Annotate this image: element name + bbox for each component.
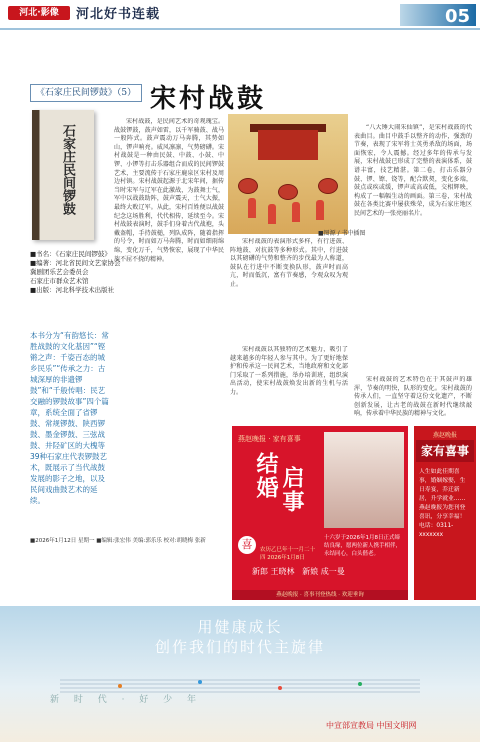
ad-logo: 燕赵晚报 · 家有喜事	[238, 435, 301, 443]
book-cover-image	[32, 110, 94, 240]
double-happiness-icon: 喜	[238, 536, 256, 554]
ad-bottom-bar: 燕赵晚报 · 喜事刊登热线 · 欢迎垂询	[232, 590, 408, 600]
book-info-line: ■书名：《石家庄民间锣鼓》	[30, 250, 111, 258]
section-title: 河北好书连载	[76, 7, 161, 22]
wedding-date: 农历乙巳年十一月二十四 2026年1月8日	[260, 547, 316, 561]
page-number-badge	[400, 4, 476, 26]
banner-left-text: 新 时 代 · 好 少 年	[50, 695, 203, 705]
ad-title-part2: 启事	[279, 466, 305, 514]
drummer-figure	[292, 202, 300, 222]
wedding-text: 十六岁于2026年1月8日正式缔结良缘，愿两位新人携手相伴，永结同心，白头偕老。	[324, 535, 402, 557]
book-info-line: 冀剧团乐艺会委员会	[30, 268, 89, 276]
couple-names	[252, 566, 345, 577]
good-news-ad	[414, 426, 476, 600]
ad-title-part1: 结婚	[253, 452, 279, 500]
bride-label: 新娘	[302, 567, 319, 576]
wedding-announcement-ad	[232, 426, 408, 600]
book-summary: 本书分为“有韵悠长：常胜战鼓的文化基因”“铿锵之声：千姿百态的城乡民乐”“传承之力：古城深厚的非遗锣鼓”和“千般传唱：民艺交融的锣鼓故事”四个篇章，系统全面了省锣鼓、常规锣鼓、陕西锣鼓、墨金锣鼓、三弦战鼓、井陉矿区的大槐等39种石家庄代表锣鼓艺术，既展示了当代战鼓发展的影子之地，以及民间戏曲鼓艺术的延续。	[30, 331, 109, 505]
groom-label: 新郎	[252, 567, 268, 576]
bride-name: 成一曼	[320, 567, 345, 576]
article-title: 宋村战鼓	[150, 84, 267, 114]
ad-title: 家有喜事	[416, 440, 474, 462]
drum-illustration	[228, 114, 348, 234]
article-column-2: 宋村战鼓的表演形式多样，有行进鼓、阵地鼓、对抗鼓等多种形式。其中，行进鼓以其磅礴的气势和整齐的步伐最为人称道，鼓队在行进中不断变换队形，鼓声时而高亢，时而低沉，富有节奏感，令观众叹为观止。	[230, 238, 348, 288]
groom-name: 王晓林	[270, 567, 295, 576]
couple-photo	[324, 432, 404, 528]
drummer-figure	[268, 204, 276, 224]
article-column-1: 宋村战鼓，是民间艺术的奇观瑰宝。战鼓锣鼓，鼓声如雷，以千军骑鼓、战马一般阵式。鼓声震动万马奔腾，其势如山，锣声响亮。威风凛凛，气势磅礴。宋村战鼓是一种由民鼓、中鼓、小鼓、中锣、小锣等打击乐器组合而成的民间锣鼓艺术，主要流传于石家庄鹿泉区宋村及周边村镇。宋村战鼓起源于北宋年间，据传当时宋军与辽军在此激战，为鼓舞士气，军中以战鼓助阵，鼓声震天，士气大振，最终大败辽军。从此，宋村百姓便以战鼓纪念这场胜利，代代相传，延续至今。宋村战鼓表演时，鼓手们身着古代战袍，头戴盔帽，手持鼓槌，列队成阵，随着指挥的号令，时而如万马奔腾，时而如细雨绵绵，变化万千，气势恢宏，展现了中华民族不屈不挠的精神。	[114, 118, 224, 263]
image-caption: ■图源 / 书中插图	[318, 230, 366, 237]
book-info-line: ■出版：河北科学技术出版社	[30, 286, 115, 294]
drummer-figure	[316, 200, 324, 220]
article-column-4: 宋村战鼓以其独特的艺术魅力，吸引了越来越多的年轻人参与其中。为了更好地保护和传承这一民间艺术，当地政府和文化部门采取了一系列措施，举办培训班，组织演出活动，使宋村战鼓焕发出新的生机与活力。	[230, 346, 348, 396]
drummer-figure	[248, 198, 256, 218]
article-column-3: “八大锤大闹朱仙镇”，是宋村战鼓的代表曲目。曲目中鼓手以整齐的动作，强劲的节奏，表现了宋军将士英勇杀敌的场面，场面恢宏，令人震撼。经过多年的传承与发展，宋村战鼓已形成了完整的表演体系，鼓谱丰富，技艺精湛。第二卷，打击乐器分鼓、锣、镲、铙等，配合默契，变化多端，鼓点或疾或缓，锣声或高或低，交相辉映，构成了一幅幅生动的画面。第三卷，宋村战鼓在各类比赛中屡获殊荣，成为石家庄地区民间艺术的一张亮丽名片。	[354, 124, 472, 217]
banner-credit: 中宣部宣教局 中国文明网	[326, 721, 417, 730]
banner-slogan-1: 用健康成长	[197, 618, 283, 636]
header-divider	[0, 28, 480, 30]
drum-icon	[238, 178, 258, 194]
book-info-line: 石家庄市群众艺术馆	[30, 277, 89, 285]
drum-icon	[278, 184, 298, 200]
ad-header: 燕赵晚报	[432, 432, 457, 439]
book-cover-title: 石家庄民间锣鼓	[60, 124, 75, 215]
ad-text: 人生如此佳期喜事，婚姻嫁娶，生日寿宴，乔迁新居，升学就业……燕赵晚报为您刊登喜讯，分享幸福！电话：0311-xxxxxxx	[419, 469, 466, 538]
book-info-line: ■编著：河北省民间文艺家协会	[30, 259, 121, 267]
series-label: 《石家庄民间锣鼓》（5）	[30, 84, 142, 102]
page-number: 05	[444, 6, 470, 27]
newspaper-logo: 河北·影像	[8, 6, 70, 20]
page-footer-info: ■2026年1月12日 星期一 ■编辑:张宏伟 美编:郭乐乐 校对:胡晓梅 张新	[30, 538, 206, 544]
article-column-5: 宋村战鼓的艺术特色在于其鼓声的雄浑，节奏的明快，队形的变化。宋村战鼓的传承人们，一直坚守着这份文化遗产，不断创新发展，让古老的战鼓在新时代继续敲响，传承着中华民族的精神与文化。	[354, 376, 472, 418]
public-service-banner	[0, 606, 480, 742]
drum-icon	[318, 178, 338, 194]
banner-slogan-2: 创作我们的时代主旋律	[154, 638, 325, 656]
book-info	[30, 250, 121, 295]
gate-shape	[258, 130, 318, 160]
